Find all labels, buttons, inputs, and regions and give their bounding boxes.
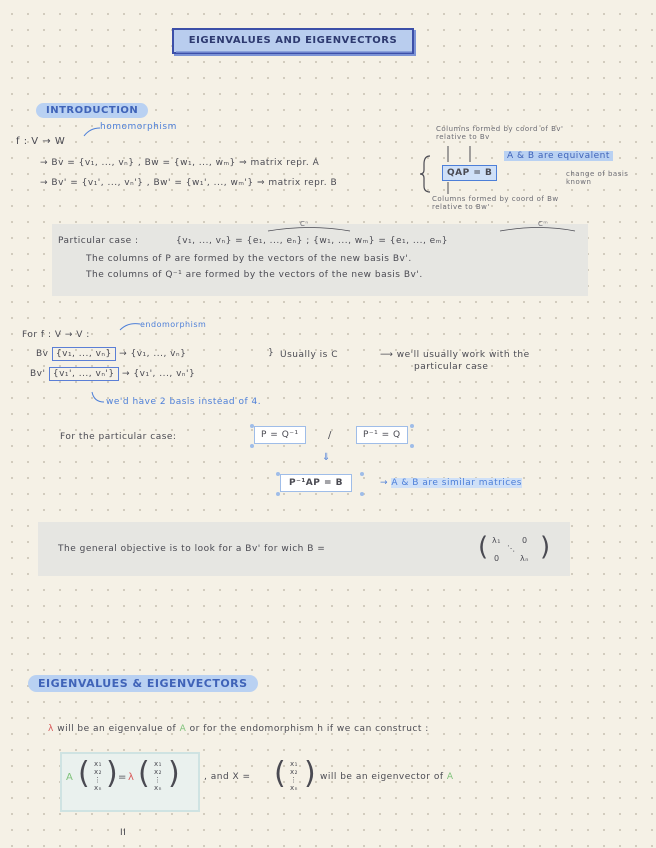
note-columns-bottom: Columns formed by coord of Bw relative to Bw' — [432, 195, 559, 211]
cm-label: Cᵐ — [538, 220, 549, 228]
paren-right-1: ) — [106, 756, 119, 791]
x1-b: x₁ — [154, 760, 162, 768]
x2: x₂ — [94, 768, 102, 776]
zero-bottom: 0 — [494, 554, 500, 563]
map-definition: f : V → W — [16, 136, 66, 147]
paren-right-2: ) — [168, 756, 181, 791]
pinv-equals-q: P⁻¹ = Q — [356, 426, 408, 444]
lambda-n: λₙ — [520, 554, 529, 563]
endomorphism-label: endomorphism — [140, 320, 207, 329]
eq-a: A — [66, 772, 74, 783]
bv-rest: → {v₁, ..., vₙ} — [119, 349, 187, 359]
x2-b: x₂ — [154, 768, 162, 776]
note-columns-top: Columns formed by coord of Bv' relative to Bv — [436, 125, 564, 141]
lambda-1: λ₁ — [492, 536, 501, 545]
matrix-a-symbol: A — [179, 724, 187, 734]
cn-label: Cⁿ — [300, 220, 309, 228]
endo-for: For f : V → V : — [22, 330, 90, 340]
two-basis-note: we'd have 2 basis instead of 4. — [106, 397, 262, 407]
footer-mark: II — [120, 828, 127, 838]
paren-right-3: ) — [304, 756, 317, 791]
eq-equals: = — [118, 772, 127, 783]
similarity-equation: P⁻¹AP = B — [280, 474, 352, 492]
we-will-work: ⟶ we'll usually work with the — [380, 350, 530, 360]
page-title: EIGENVALUES AND EIGENVECTORS — [172, 28, 414, 54]
paren-left-3: ( — [274, 756, 287, 791]
x1: x₁ — [94, 760, 102, 768]
eigen-sentence-b: or for the endomorphism h if we can construct : — [189, 724, 429, 734]
usually-c: Usually is C — [280, 350, 339, 360]
particular-case-label: Particular case : — [58, 236, 139, 246]
bv-label: Bv — [36, 349, 49, 359]
xdots-b: ⋮ — [154, 776, 162, 784]
particular-case-note: particular case — [414, 362, 489, 372]
separator-slash: / — [328, 430, 332, 441]
x1-c: x₁ — [290, 760, 298, 768]
similar-matrices-text: A & B are similar matrices — [391, 478, 522, 488]
and-x: , and X = — [204, 772, 251, 782]
basis-line-1: → Bv = {v₁, ..., vₙ} , Bw = {w₁, ..., wₘ} ⇒ matrix repr. A — [40, 158, 320, 168]
bv-set-box: {v₁, ..., vₙ} — [52, 347, 116, 361]
equivalent-note: A & B are equivalent — [504, 151, 613, 161]
particular-line-1: The columns of P are formed by the vectors of the new basis Bv'. — [86, 254, 412, 264]
eq-lambda: λ — [128, 772, 135, 783]
bvp-set-box: {v₁', ..., vₙ'} — [49, 367, 119, 381]
xn-c: xₙ — [290, 784, 298, 792]
bvp-rest: → {v₁', ..., vₙ'} — [122, 369, 196, 379]
bvp-label: Bv' — [30, 369, 46, 379]
will-be-text: will be an eigenvector of — [320, 772, 444, 782]
brace-icon: } — [268, 348, 275, 358]
x2-c: x₂ — [290, 768, 298, 776]
change-basis-note: change of basis known — [566, 170, 629, 186]
matrix-a-symbol-2: A — [446, 772, 454, 782]
basis-line-2: → Bv' = {v₁', ..., vₙ'} , Bw' = {w₁', ..., wₘ'} ⇒ matrix repr. B — [40, 178, 338, 188]
xdots-c: ⋮ — [290, 776, 298, 784]
qap-equation: QAP = B — [442, 165, 497, 181]
paren-left-1: ( — [78, 756, 91, 791]
diag-dots: ⋱ — [507, 544, 516, 553]
xn: xₙ — [94, 784, 102, 792]
down-arrow-icon: ⇓ — [322, 452, 331, 463]
similar-matrices-note: → A & B are similar matrices — [380, 478, 522, 488]
intro-heading-text: INTRODUCTION — [36, 103, 148, 118]
paren-left-2: ( — [138, 756, 151, 791]
matrix-paren-left: ( — [478, 532, 489, 562]
zero-top: 0 — [522, 536, 528, 545]
p-equals-qinv: P = Q⁻¹ — [254, 426, 306, 444]
eigen-sentence-a: will be an eigenvalue of — [57, 724, 177, 734]
particular-case-formula: {v₁, ..., vₙ} = {e₁, ..., eₙ} ; {w₁, ..., wₘ} = {e₁, ..., eₘ} — [176, 236, 449, 246]
matrix-paren-right: ) — [540, 532, 551, 562]
objective-text: The general objective is to look for a Bv' for wich B = — [58, 544, 326, 554]
homomorphism-label: homomorphism — [100, 122, 177, 132]
for-particular-case: For the particular case: — [60, 432, 177, 442]
eigen-heading-text: EIGENVALUES & EIGENVECTORS — [28, 675, 258, 692]
particular-line-2: The columns of Q⁻¹ are formed by the vectors of the new basis Bv'. — [86, 270, 423, 280]
xdots: ⋮ — [94, 776, 102, 784]
xn-b: xₙ — [154, 784, 162, 792]
lambda-symbol: λ — [48, 724, 54, 734]
